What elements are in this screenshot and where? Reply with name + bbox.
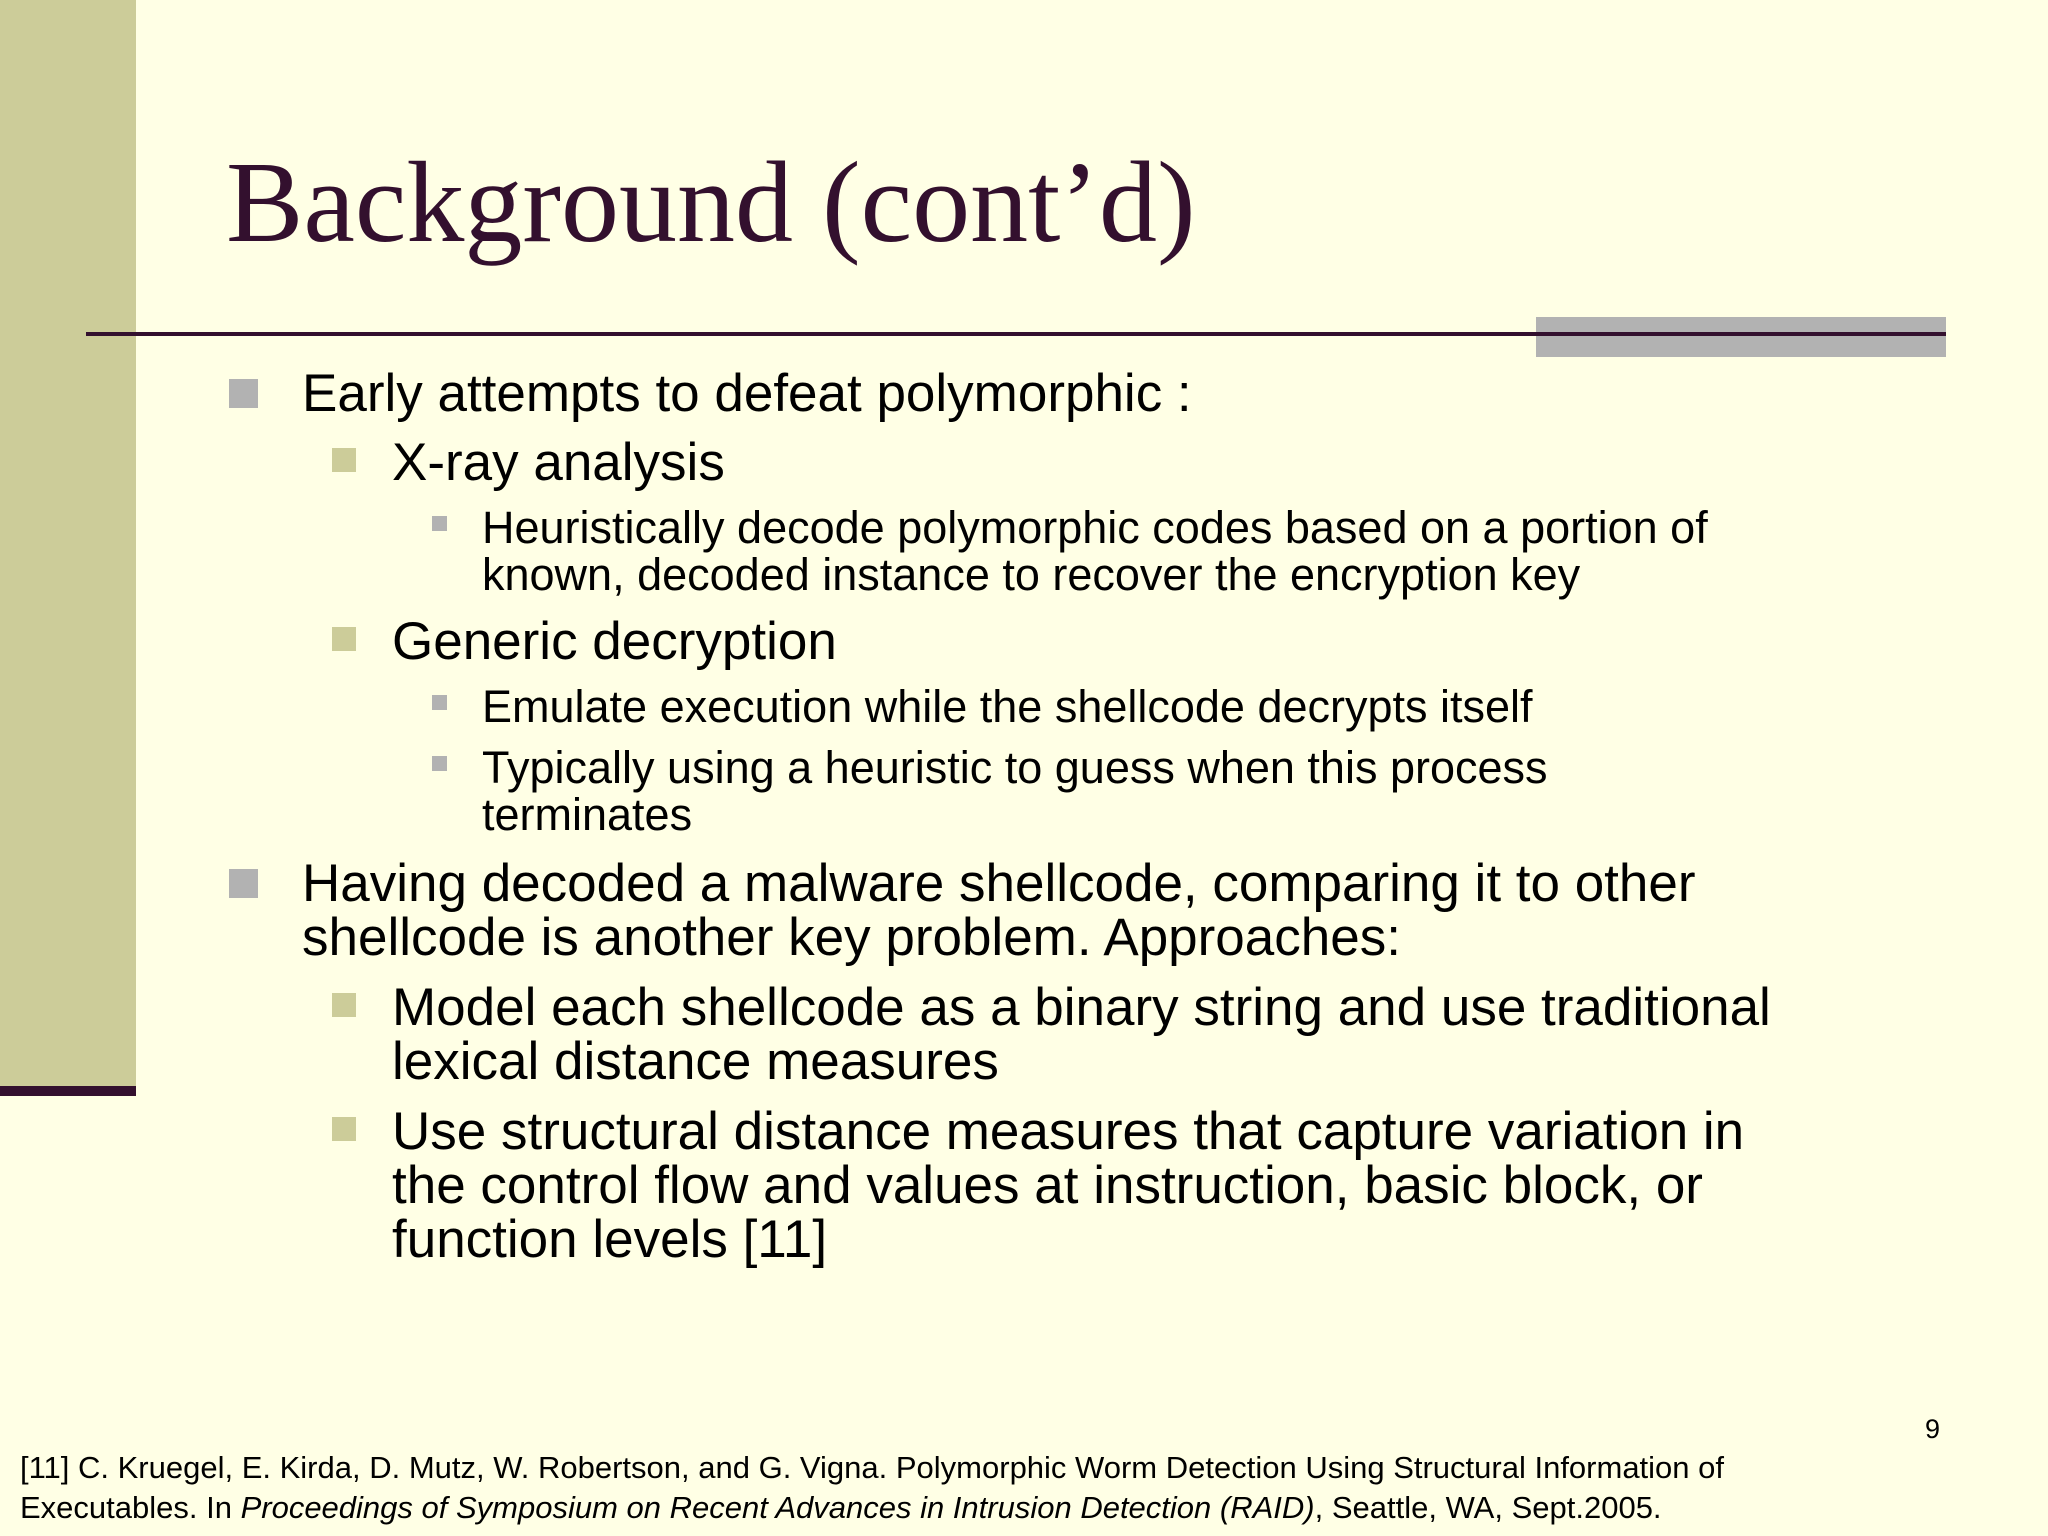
square-bullet-icon [432, 516, 447, 531]
bullet-item [302, 364, 1192, 423]
bullet-item [302, 854, 1696, 967]
square-bullet-icon [432, 756, 447, 771]
bullet-line: known, decoded instance to recover the encryption key [482, 549, 1581, 600]
bullet-item [392, 612, 837, 671]
bullet-line: Having decoded a malware shellcode, comparing it to other [302, 854, 1696, 913]
footnote-text: , Seattle, WA, Sept.2005. [1314, 1490, 1662, 1525]
bullet-item [392, 1102, 1745, 1269]
bullet-item [482, 744, 1548, 838]
square-bullet-icon [229, 379, 258, 408]
bullet-item [392, 433, 725, 492]
bullet-item [482, 504, 1708, 598]
square-bullet-icon [332, 993, 356, 1017]
square-bullet-icon [332, 448, 356, 472]
footnote-reference [20, 1448, 1724, 1528]
square-bullet-icon [229, 869, 258, 898]
page-number: 9 [1924, 1414, 1940, 1444]
bullet-line: Heuristically decode polymorphic codes based on a portion of [482, 502, 1708, 553]
bullet-line: X-ray analysis [392, 433, 725, 492]
bullet-line: Emulate execution while the shellcode decrypts itself [482, 681, 1533, 732]
square-bullet-icon [332, 1117, 356, 1141]
bullet-item [392, 978, 1771, 1091]
bullet-line: Use structural distance measures that capture variation in [392, 1102, 1745, 1161]
footnote-line [20, 1488, 1724, 1528]
bullet-line: lexical distance measures [392, 1032, 999, 1091]
square-bullet-icon [332, 627, 356, 651]
footnote-line: [11] C. Kruegel, E. Kirda, D. Mutz, W. Robertson, and G. Vigna. Polymorphic Worm Detection Using Structural Information of [20, 1450, 1725, 1485]
square-bullet-icon [432, 695, 447, 710]
bullet-line: Model each shellcode as a binary string and use traditional [392, 978, 1771, 1037]
bullet-line: Typically using a heuristic to guess when this process [482, 742, 1548, 793]
bullet-line: function levels [11] [392, 1210, 828, 1269]
bullet-line: Early attempts to defeat polymorphic : [302, 364, 1192, 423]
bullet-line: terminates [482, 789, 693, 840]
bullet-line: the control flow and values at instruction, basic block, or [392, 1156, 1703, 1215]
footnote-text: Executables. In [20, 1490, 241, 1525]
bullet-line: shellcode is another key problem. Approaches: [302, 908, 1401, 967]
bullet-item [482, 683, 1533, 730]
bullet-line: Generic decryption [392, 612, 837, 671]
slide-title: Background (cont’d) [226, 139, 1196, 267]
footnote-venue: Proceedings of Symposium on Recent Advances in Intrusion Detection (RAID) [240, 1490, 1315, 1525]
